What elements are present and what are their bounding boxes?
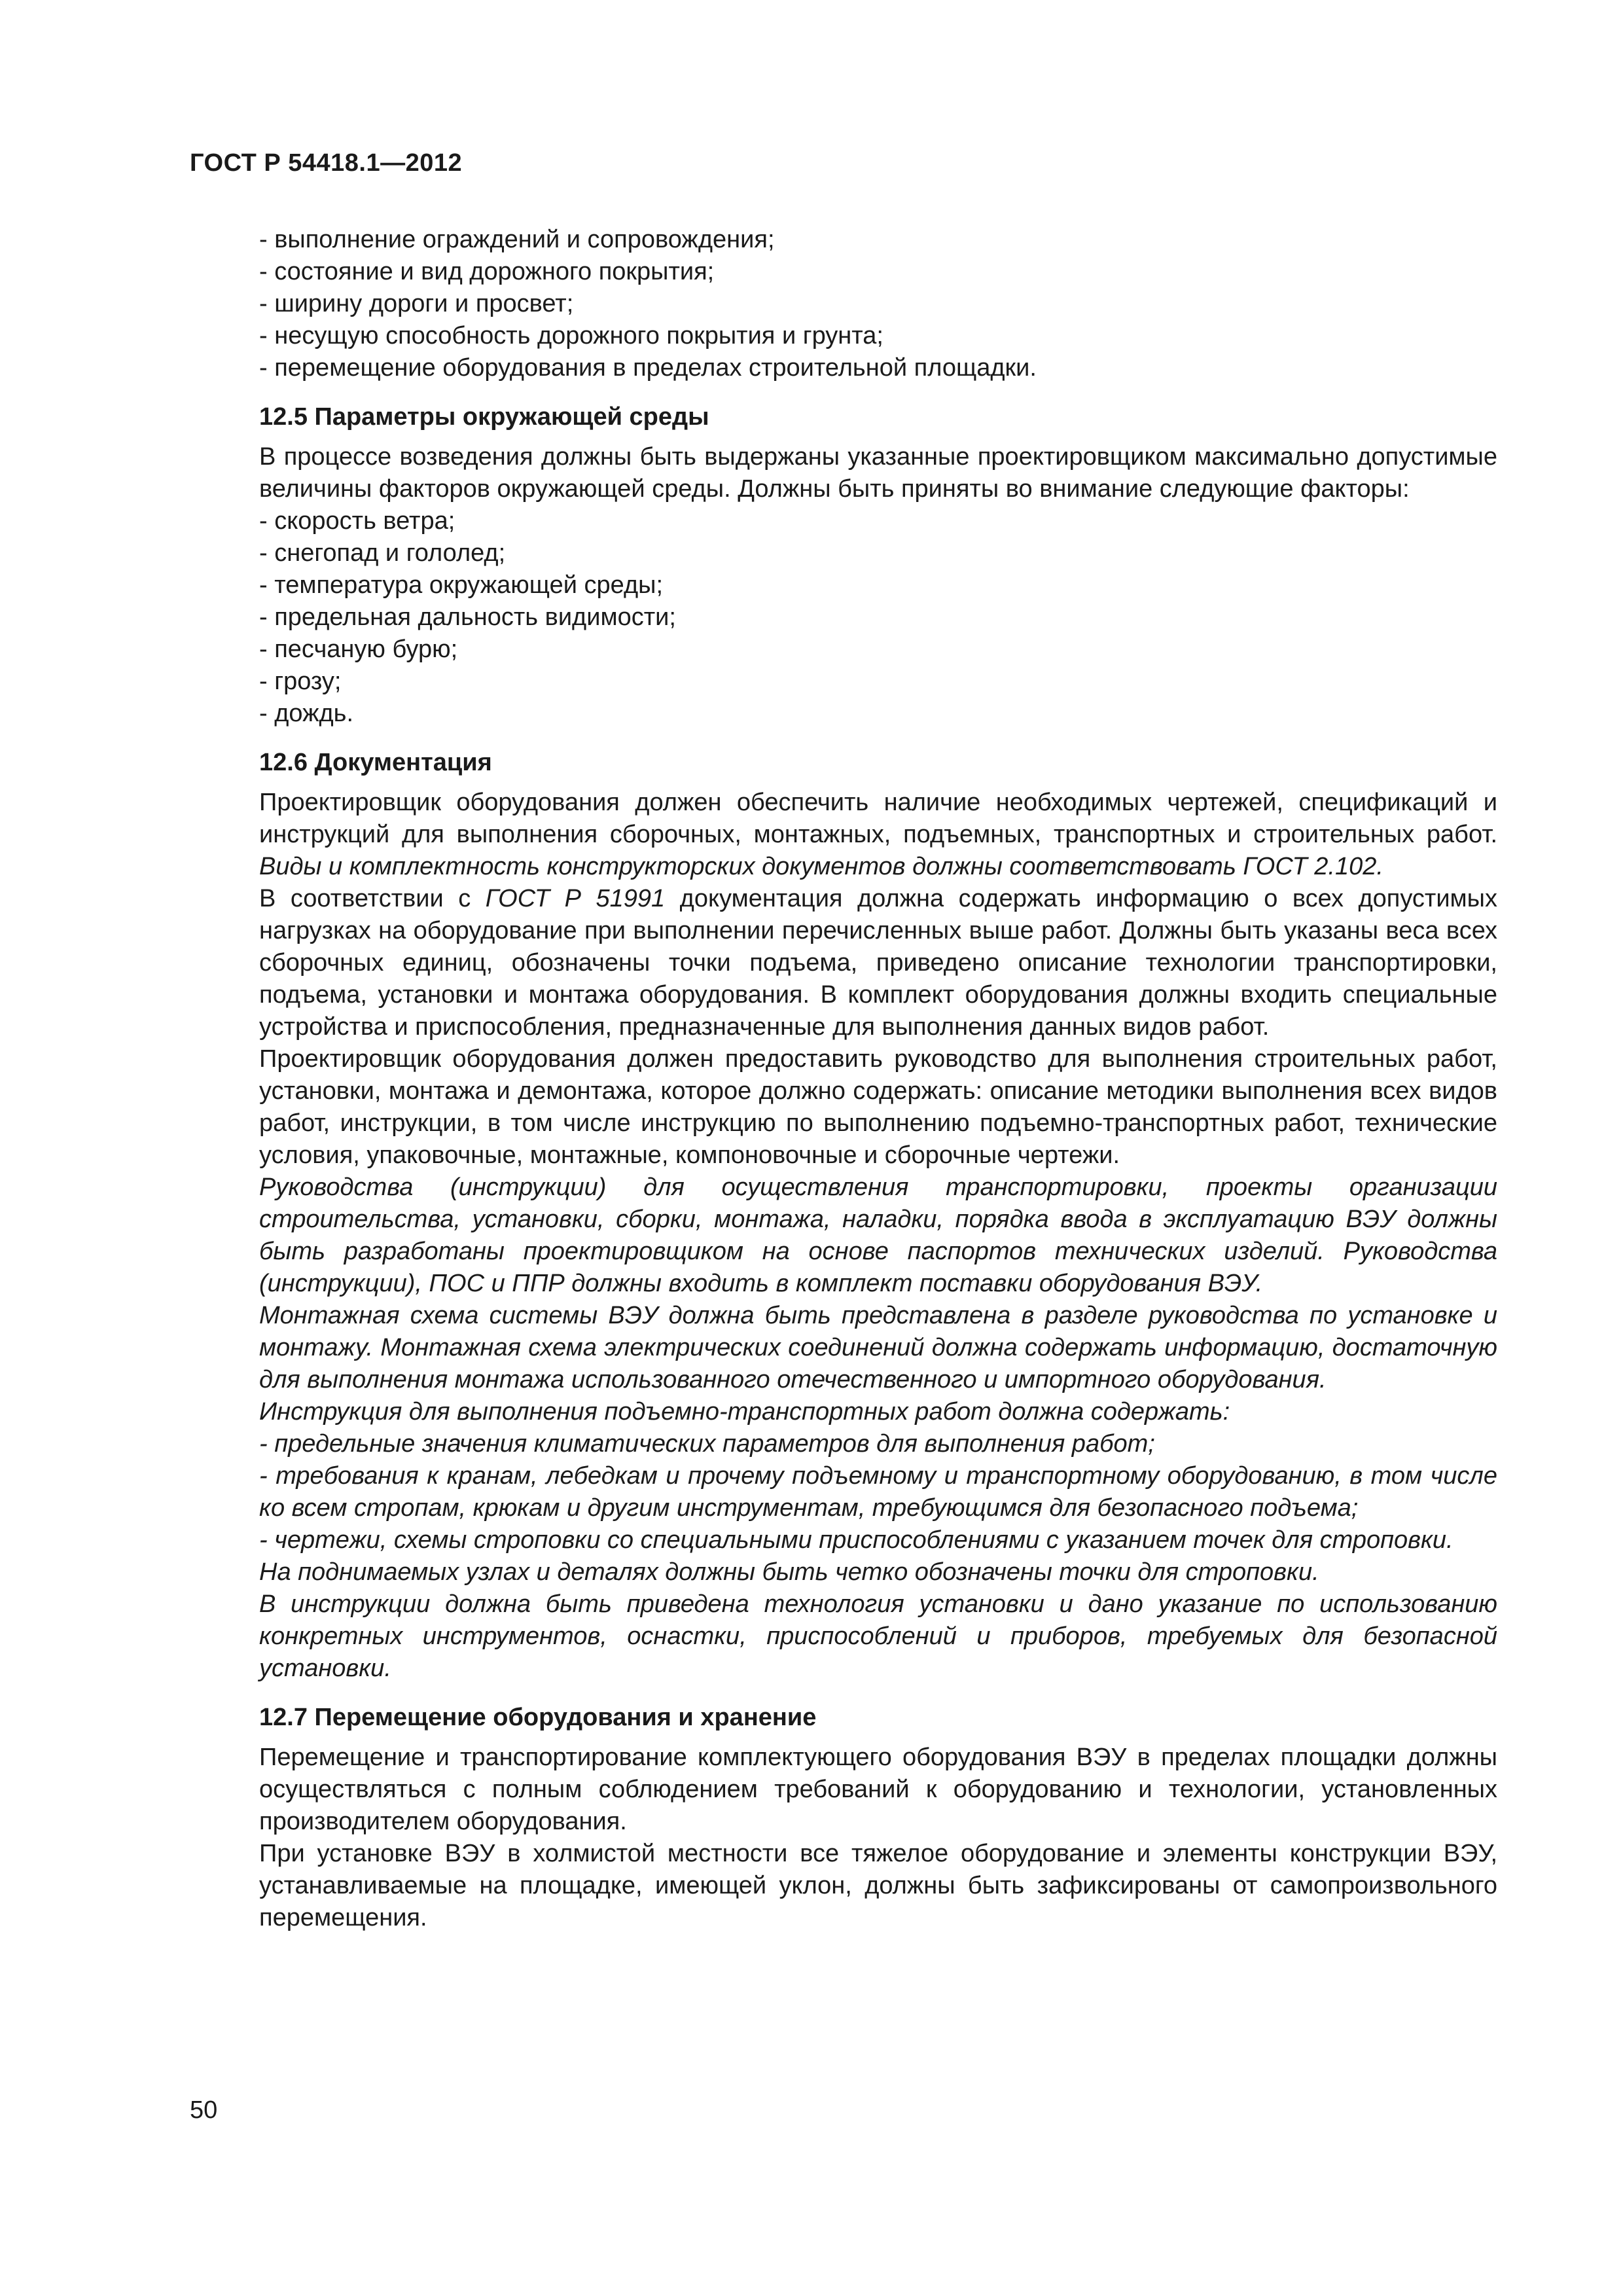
list-item: - предельная дальность видимости;	[259, 603, 676, 631]
paragraph-italic: - чертежи, схемы строповки со специальными приспособлениями с указанием точек для строповки.	[259, 1526, 1454, 1554]
paragraph-italic: Инструкция для выполнения подъемно-транспортных работ должна содержать:	[259, 1398, 1230, 1426]
page-number: 50	[190, 2096, 218, 2124]
paragraph-text: документация должна содержать информацию о всех допустимых нагрузках на оборудование при выполнении перечисленных выше работ. Должны быть указаны веса всех сборочных единиц, обозначены точки подъема, приведено описание технологии транспортировки, подъема, установки и монтажа оборудования. В комплект оборудования должны входить специальные устройства и приспособления, предназначенные для выполнения данных видов работ.	[259, 885, 1497, 1041]
paragraph-text: Проектировщик оборудования должен обеспечить наличие необходимых чертежей, спецификаций и инструкций для выполнения сборочных, монтажных, подъемных, транспортных и строительных работ.	[259, 789, 1497, 848]
section-heading-12-7: 12.7 Перемещение оборудования и хранение	[259, 1704, 817, 1731]
section-heading-12-6: 12.6 Документация	[259, 749, 492, 776]
list-item: - несущую способность дорожного покрытия и грунта;	[259, 322, 883, 350]
paragraph-italic: Монтажная схема системы ВЭУ должна быть представлена в разделе руководства по установке и монтажу. Монтажная схема электрических соединений должна содержать информацию, достаточную для выполнения монтажа использованного отечественного и импортного оборудования.	[259, 1302, 1497, 1393]
paragraph-italic: На поднимаемых узлах и деталях должны быть четко обозначены точки для строповки.	[259, 1558, 1319, 1586]
paragraph-italic: - требования к кранам, лебедкам и прочему подъемному и транспортному оборудованию, в том числе ко всем стропам, крюкам и другим инструментам, требующимся для безопасного подъема;	[259, 1462, 1497, 1522]
list-item: - перемещение оборудования в пределах строительной площадки.	[259, 354, 1037, 382]
paragraph: При установке ВЭУ в холмистой местности все тяжелое оборудование и элементы конструкции ВЭУ, устанавливаемые на площадке, имеющей уклон, должны быть зафиксированы от самопроизвольного перемещения.	[259, 1840, 1497, 1931]
paragraph-italic: В инструкции должна быть приведена технология установки и дано указание по использованию конкретных инструментов, оснастки, приспособлений и приборов, требуемых для безопасной установки.	[259, 1590, 1497, 1682]
list-item: - дождь.	[259, 700, 354, 727]
paragraph-text-italic: Виды и комплектность конструкторских документов должны соответствовать ГОСТ 2.102.	[259, 853, 1383, 880]
list-item: - песчаную бурю;	[259, 636, 458, 663]
page-content	[190, 224, 1497, 1934]
list-item: - выполнение ограждений и сопровождения;	[259, 226, 775, 253]
standard-header: ГОСТ Р 54418.1—2012	[190, 149, 463, 177]
paragraph-text: В соответствии с	[259, 885, 486, 912]
standard-reference: ГОСТ Р 51991	[485, 885, 666, 912]
paragraph: Перемещение и транспортирование комплектующего оборудования ВЭУ в пределах площадки должны осуществляться с полным соблюдением требований к оборудованию и технологии, установленных производителем оборудования.	[259, 1744, 1497, 1835]
list-item: - грозу;	[259, 668, 342, 695]
list-item: - температура окружающей среды;	[259, 571, 663, 599]
paragraph-italic: - предельные значения климатических параметров для выполнения работ;	[259, 1430, 1155, 1458]
list-item: - ширину дороги и просвет;	[259, 290, 574, 317]
paragraph: В процессе возведения должны быть выдержаны указанные проектировщиком максимально допустимые величины факторов окружающей среды. Должны быть приняты во внимание следующие факторы:	[259, 443, 1497, 503]
paragraph	[190, 787, 1497, 883]
list-item: - состояние и вид дорожного покрытия;	[259, 258, 715, 285]
paragraph	[190, 883, 1497, 1043]
paragraph: Проектировщик оборудования должен предоставить руководство для выполнения строительных работ, установки, монтажа и демонтажа, которое должно содержать: описание методики выполнения всех видов работ, инструкции, в том числе инструкцию по выполнению подъемно-транспортных работ, технические условия, упаковочные, монтажные, компоновочные и сборочные чертежи.	[259, 1045, 1497, 1169]
list-item: - снегопад и гололед;	[259, 539, 506, 567]
list-item: - скорость ветра;	[259, 507, 455, 535]
section-heading-12-5: 12.5 Параметры окружающей среды	[259, 403, 709, 431]
paragraph-italic: Руководства (инструкции) для осуществления транспортировки, проекты организации строительства, установки, сборки, монтажа, наладки, порядка ввода в эксплуатацию ВЭУ должны быть разработаны проектировщиком на основе паспортов технических изделий. Руководства (инструкции), ПОС и ППР должны входить в комплект поставки оборудования ВЭУ.	[259, 1174, 1497, 1297]
